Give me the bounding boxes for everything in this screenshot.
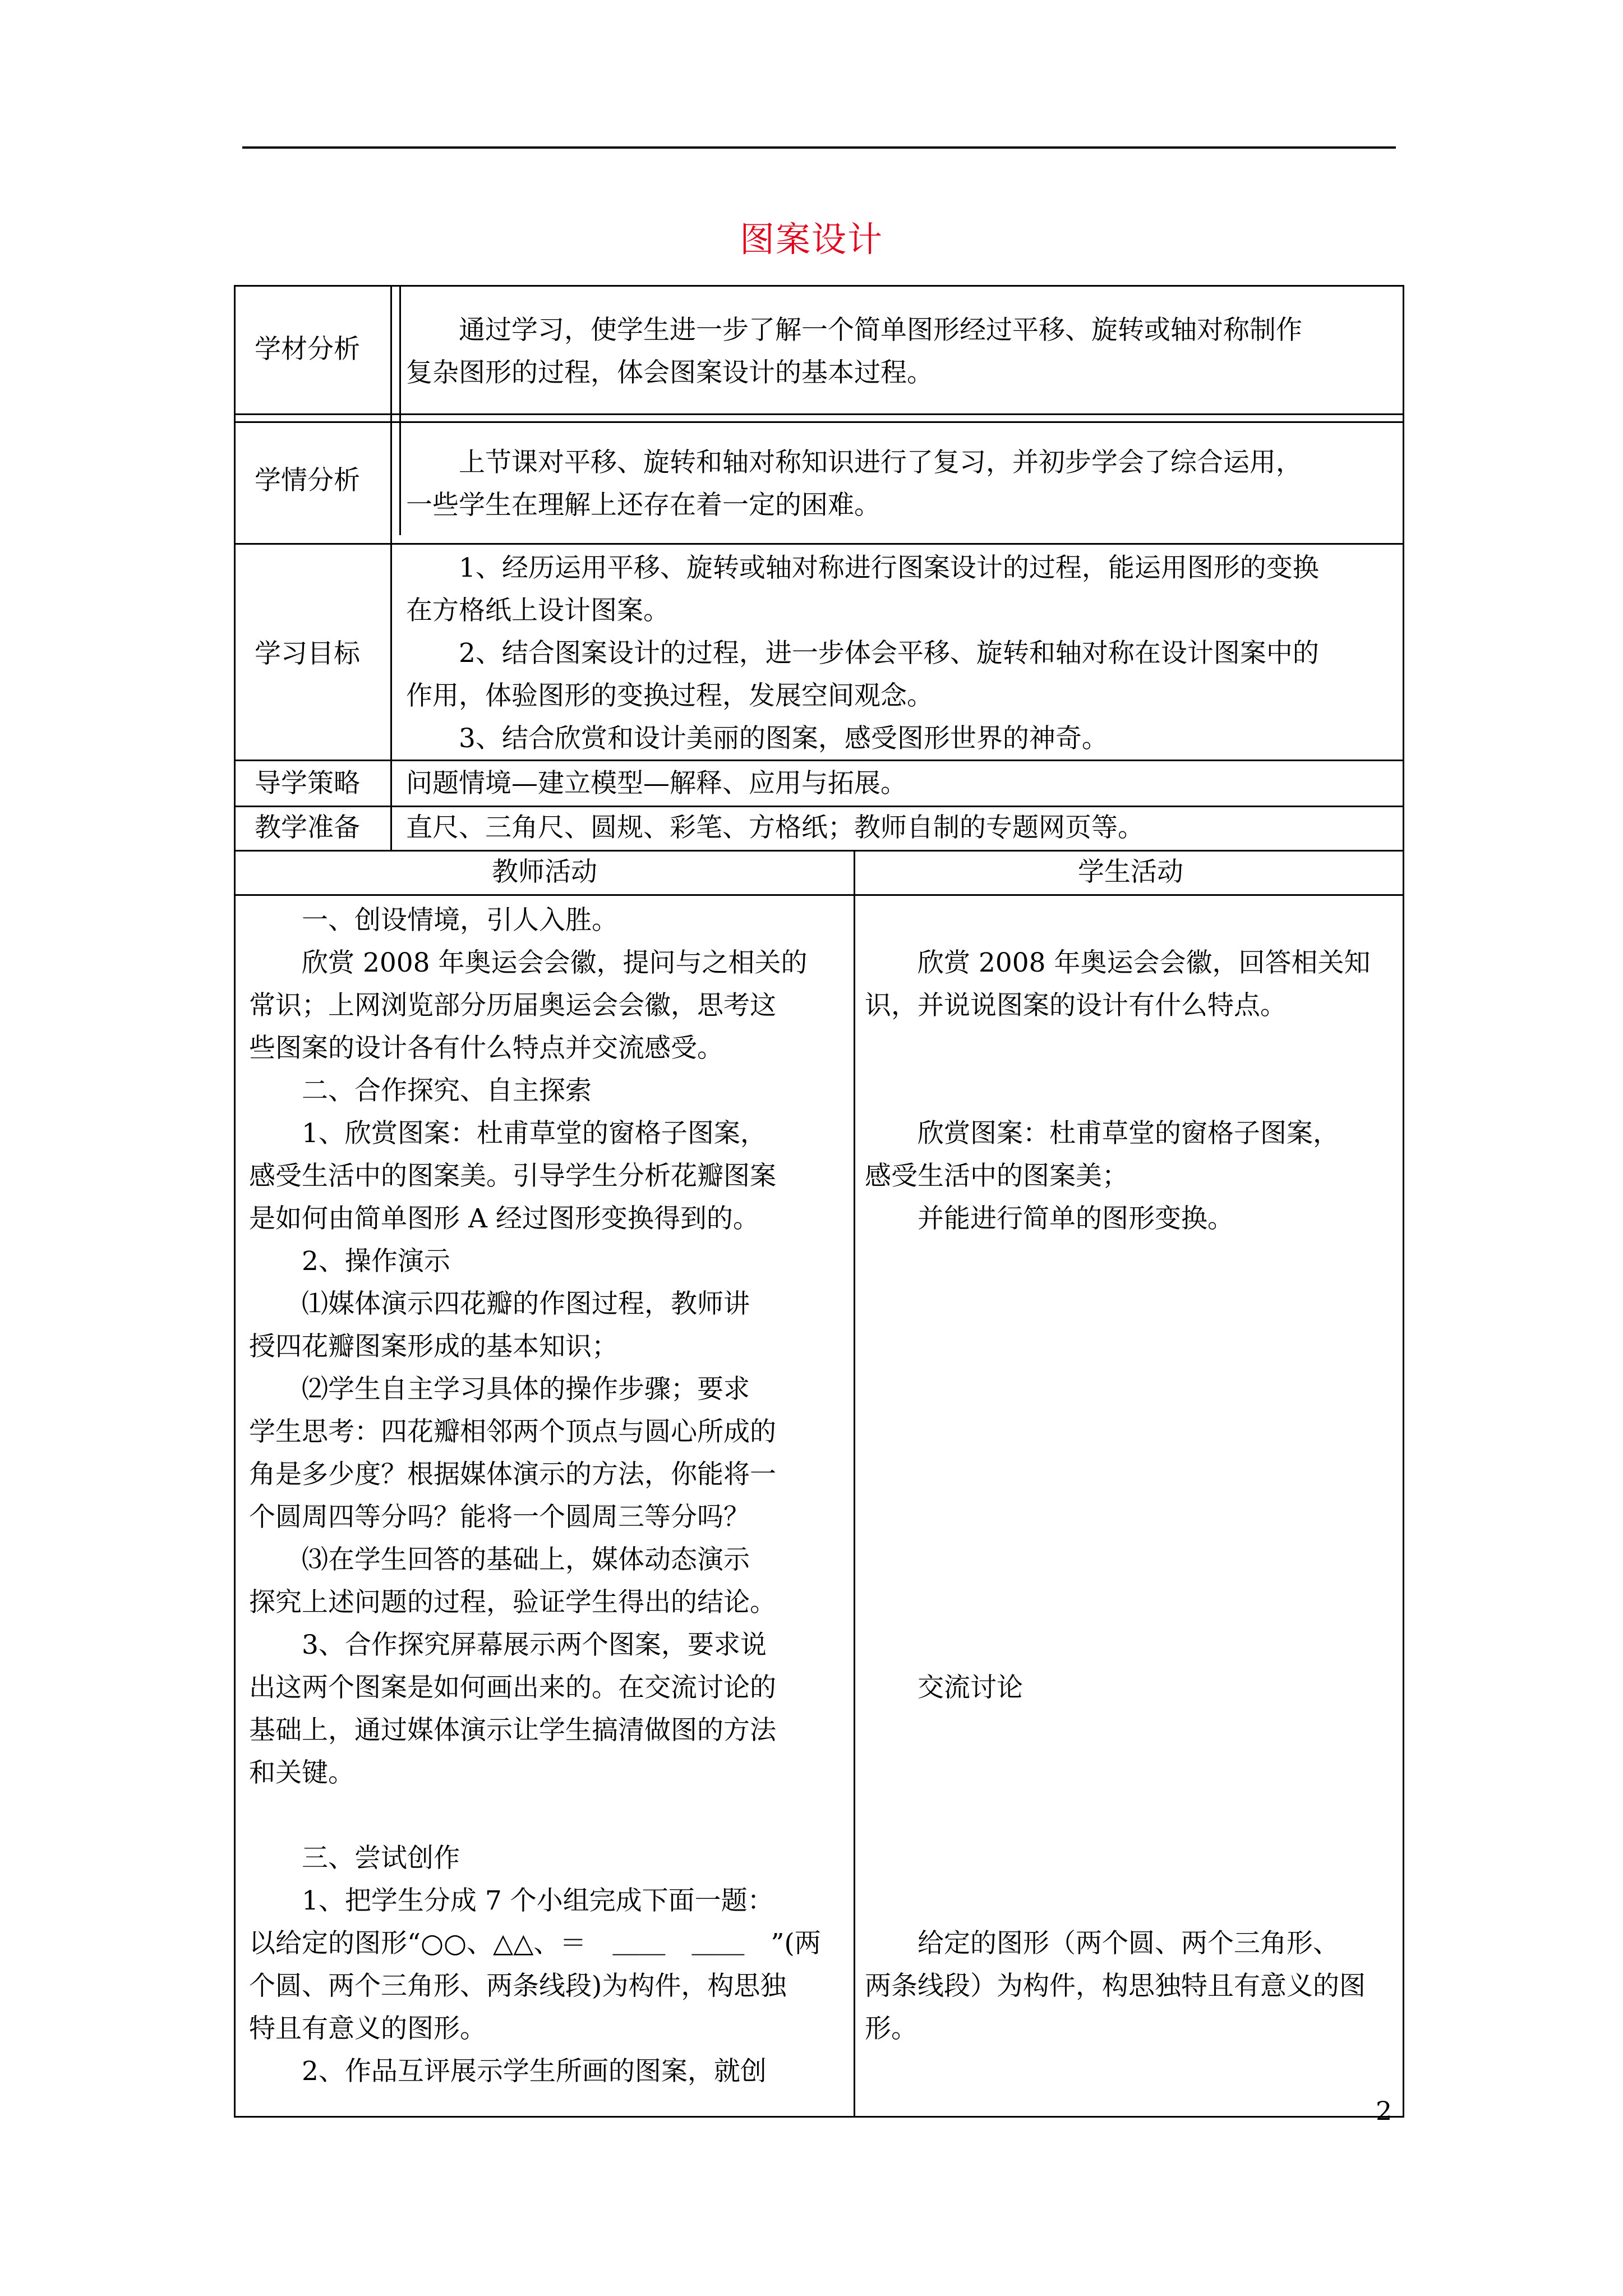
page-title: 图案设计	[739, 219, 883, 260]
teacher-activity-line: 1、把学生分成 7 个小组完成下面一题：	[249, 1885, 774, 1916]
teacher-activity-line: 出这两个图案是如何画出来的。在交流讨论的	[249, 1672, 776, 1703]
teacher-activity-line: 角是多少度？根据媒体演示的方法，你能将一	[249, 1459, 776, 1490]
lesson-table	[234, 285, 1404, 2118]
teacher-activity-line	[249, 1795, 849, 1837]
teacher-activity-line: 1、欣赏图案：杜甫草堂的窗格子图案，	[249, 1118, 767, 1149]
teacher-activity-line: 3、合作探究屏幕展示两个图案，要求说	[249, 1630, 767, 1660]
row-label-learner-analysis: 学情分析	[255, 465, 360, 496]
row-label-material-analysis: 学材分析	[255, 334, 360, 365]
teacher-activity-line: ⑴媒体演示四花瓣的作图过程，教师讲	[249, 1289, 750, 1319]
student-activity-line: 欣赏 2008 年奥运会会徽，回答相关知	[865, 947, 1371, 978]
student-activity-line	[865, 1880, 1398, 1922]
row-content-learning-objectives: 1、经历运用平移、旋转或轴对称进行图案设计的过程，能运用图形的变换 在方格纸上设计图案。 2、结合图案设计的过程，进一步体会平移、旋转和轴对称在设计图案中的 作用，体验图形的变换过程，发展空间观念。 3、结合欣赏和设计美丽的图案，感受图形世界的神奇。	[406, 553, 1319, 754]
student-activity-line	[865, 1709, 1398, 1752]
content-inner-border	[399, 287, 401, 535]
student-activity-line	[865, 1752, 1398, 1795]
student-activity-line: 交流讨论	[865, 1672, 1023, 1703]
student-activity-line	[865, 1624, 1398, 1667]
teacher-activity-line: 学生思考：四花瓣相邻两个顶点与圆心所成的	[249, 1416, 776, 1447]
teacher-activity-line: 个圆周四等分吗？能将一个圆周三等分吗？	[249, 1502, 750, 1533]
student-activity-line	[865, 899, 1398, 942]
row-separator	[236, 850, 1404, 852]
row-label-teaching-preparation: 教学准备	[255, 812, 360, 843]
teacher-activity-line: 欣赏 2008 年奥运会会徽，提问与之相关的	[249, 947, 808, 978]
row-separator-double	[236, 421, 1404, 423]
row-content-material-analysis: 通过学习，使学生进一步了解一个简单图形经过平移、旋转或轴对称制作 复杂图形的过程，体会图案设计的基本过程。	[406, 315, 1302, 388]
student-activity-line: 感受生活中的图案美；	[865, 1161, 1128, 1191]
student-activity-line	[865, 1496, 1398, 1539]
teacher-activity-line: 个圆、两个三角形、两条线段)为构件，构思独	[249, 1971, 787, 2001]
teacher-activity-line: 一、创设情境，引人入胜。	[249, 905, 618, 936]
row-content-teaching-preparation: 直尺、三角尺、圆规、彩笔、方格纸；教师自制的专题网页等。	[406, 812, 1144, 843]
row-label-learning-objectives: 学习目标	[255, 638, 360, 669]
student-activity-line: 两条线段）为构件，构思独特且有意义的图	[865, 1971, 1366, 2001]
student-activity-line	[865, 1411, 1398, 1453]
student-activity-header: 学生活动	[1078, 857, 1183, 887]
teacher-activity-line: 基础上，通过媒体演示让学生搞清做图的方法	[249, 1715, 776, 1746]
teacher-activity-line: 是如何由简单图形 A 经过图形变换得到的。	[249, 1203, 759, 1234]
student-activity-line	[865, 1070, 1398, 1112]
student-activity-line	[865, 1326, 1398, 1368]
student-activity-line	[865, 1368, 1398, 1411]
student-activities	[865, 899, 1398, 2093]
teacher-activity-line: 和关键。	[249, 1757, 354, 1788]
teacher-activity-header: 教师活动	[492, 857, 597, 887]
student-activity-line	[865, 1581, 1398, 1624]
teacher-activity-line: 探究上述问题的过程，验证学生得出的结论。	[249, 1587, 776, 1618]
student-activity-line	[865, 1837, 1398, 1880]
student-activity-line	[865, 1795, 1398, 1837]
activity-column-divider	[854, 850, 855, 2118]
student-activity-line	[865, 1453, 1398, 1496]
student-activity-line	[865, 1240, 1398, 1283]
teacher-activity-line: 2、作品互评展示学生所画的图案，就创	[249, 2056, 767, 2087]
row-separator	[236, 543, 1404, 545]
teacher-activity-line: 特且有意义的图形。	[249, 2013, 486, 2044]
teacher-activity-line: 二、合作探究、自主探索	[249, 1075, 592, 1106]
student-activity-line: 并能进行简单的图形变换。	[865, 1203, 1234, 1234]
student-activity-line: 形。	[865, 2013, 917, 2044]
teacher-activity-line: ⑵学生自主学习具体的操作步骤；要求	[249, 1374, 750, 1405]
teacher-activities	[249, 899, 849, 2093]
row-separator	[236, 894, 1404, 896]
row-label-guidance-strategy: 导学策略	[255, 768, 360, 799]
teacher-activity-line: ⑶在学生回答的基础上，媒体动态演示	[249, 1544, 750, 1575]
label-column-divider	[390, 287, 392, 850]
student-activity-line: 识，并说说图案的设计有什么特点。	[865, 990, 1287, 1021]
row-content-guidance-strategy: 问题情境—建立模型—解释、应用与拓展。	[406, 768, 907, 799]
student-activity-line	[865, 1027, 1398, 1070]
teacher-activity-line: 以给定的图形“○○、△△、＝ ＿＿ ＿＿ ”(两	[249, 1928, 821, 1959]
page-number: 2	[1376, 2096, 1393, 2126]
student-activity-line	[865, 1539, 1398, 1581]
student-activity-line: 给定的图形（两个圆、两个三角形、	[865, 1928, 1339, 1959]
teacher-activity-line: 2、操作演示	[249, 1246, 450, 1277]
student-activity-line	[865, 1283, 1398, 1326]
row-separator	[236, 413, 1404, 415]
student-activity-line: 欣赏图案：杜甫草堂的窗格子图案，	[865, 1118, 1339, 1149]
teacher-activity-line: 授四花瓣图案形成的基本知识；	[249, 1331, 618, 1362]
teacher-activity-line: 感受生活中的图案美。引导学生分析花瓣图案	[249, 1161, 776, 1191]
header-rule	[242, 146, 1396, 149]
teacher-activity-line: 些图案的设计各有什么特点并交流感受。	[249, 1033, 723, 1064]
teacher-activity-line: 三、尝试创作	[249, 1843, 460, 1874]
row-content-learner-analysis: 上节课对平移、旋转和轴对称知识进行了复习，并初步学会了综合运用， 一些学生在理解上还存在着一定的困难。	[406, 447, 1302, 521]
student-activity-line	[865, 2050, 1398, 2093]
teacher-activity-line: 常识；上网浏览部分历届奥运会会徽，思考这	[249, 990, 776, 1021]
